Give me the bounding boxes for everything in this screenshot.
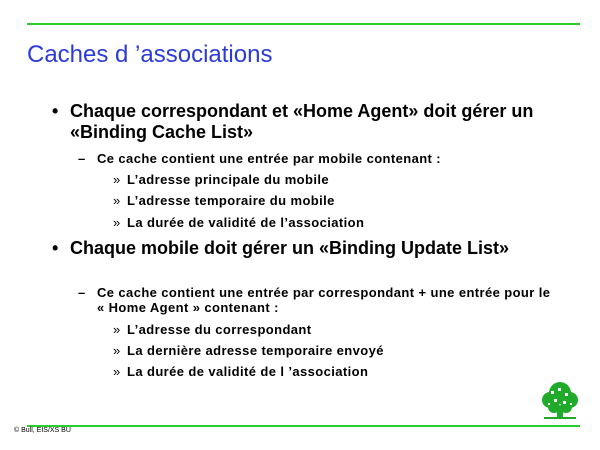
slide-title: Caches d ’associations	[27, 41, 273, 68]
bullet-1	[52, 101, 540, 143]
guillemet-marker: »	[113, 193, 121, 208]
guillemet-marker: »	[113, 343, 121, 358]
bullet-2-sub-text: Ce cache contient une entrée par correspondant + une entrée pour le « Home Agent » contenant :	[97, 285, 551, 315]
bullet-1-text: Chaque correspondant et «Home Agent» doit gérer un «Binding Cache List»	[70, 101, 534, 142]
list-item-text: La durée de validité de l’association	[127, 215, 365, 230]
list-item	[113, 322, 527, 337]
list-item-text: L’adresse principale du mobile	[127, 172, 330, 187]
bullet-1-sub	[78, 151, 557, 166]
list-item	[113, 343, 527, 358]
top-divider	[27, 23, 580, 25]
list-item	[113, 215, 527, 230]
guillemet-marker: »	[113, 215, 121, 230]
guillemet-marker: »	[113, 172, 121, 187]
list-item-text: La durée de validité de l ’association	[127, 364, 369, 379]
bullet-2-sub	[78, 285, 557, 315]
bullet-1-sub-text: Ce cache contient une entrée par mobile contenant :	[97, 151, 442, 166]
list-item	[113, 364, 527, 379]
tree-logo-icon	[540, 380, 580, 420]
bullet-marker: •	[52, 238, 59, 258]
list-item	[113, 193, 527, 208]
bottom-divider	[27, 425, 580, 427]
dash-marker: –	[78, 285, 86, 300]
guillemet-marker: »	[113, 364, 121, 379]
bullet-2-text: Chaque mobile doit gérer un «Binding Update List»	[70, 238, 510, 258]
list-item-text: L’adresse du correspondant	[127, 322, 312, 337]
dash-marker: –	[78, 151, 86, 166]
bullet-2	[52, 238, 540, 259]
list-item-text: La dernière adresse temporaire envoyé	[127, 343, 384, 358]
copyright-footer: © Bull, EIS/XS BU	[14, 427, 71, 434]
guillemet-marker: »	[113, 322, 121, 337]
list-item-text: L’adresse temporaire du mobile	[127, 193, 335, 208]
bullet-marker: •	[52, 101, 59, 121]
list-item	[113, 172, 527, 187]
